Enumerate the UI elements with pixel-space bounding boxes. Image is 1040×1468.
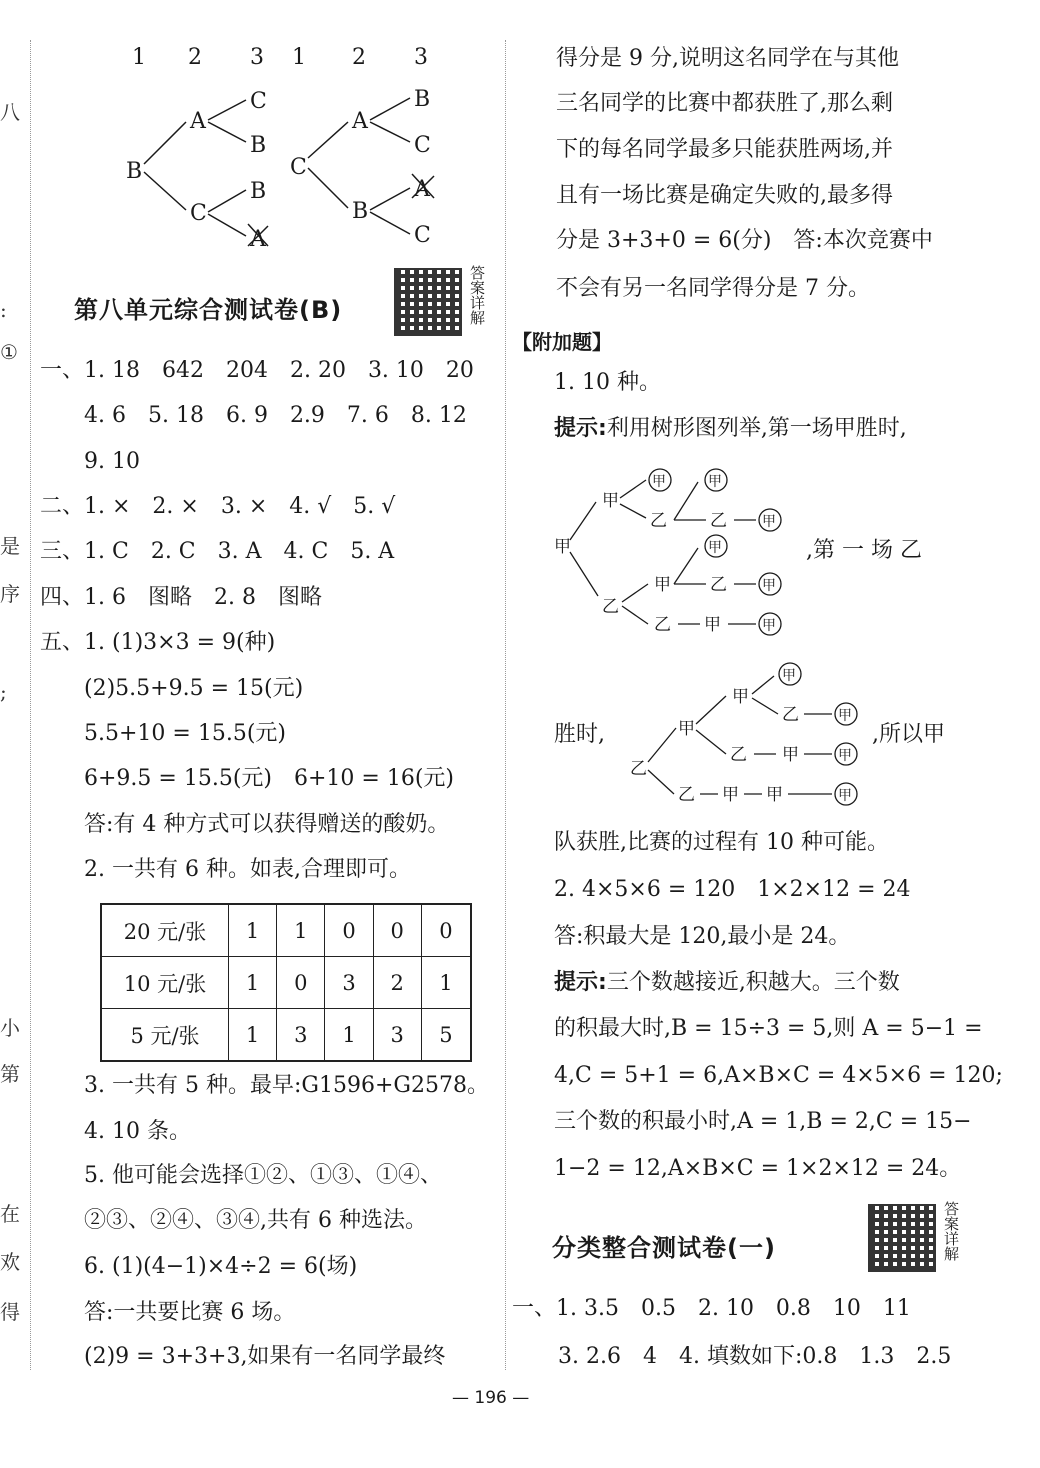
tree1-node-c: C [190, 201, 207, 226]
answer-line: 3. 一共有 5 种。最早:G1596+G2578。 [84, 1073, 489, 1098]
tree1-col-3: 3 [250, 45, 264, 70]
table-cell: 3 [373, 1009, 421, 1062]
table-cell: 0 [373, 904, 421, 957]
right-line: 且有一场比赛是确定失败的,最多得 [556, 183, 893, 208]
table-cell: 1 [325, 1009, 373, 1062]
edge-char: 得 [0, 1300, 20, 1324]
tree1-leaf-c: B [250, 133, 267, 158]
table-cell: 3 [325, 957, 373, 1009]
node-jia-circled: 甲 [782, 668, 796, 684]
node-yi: 乙 [710, 575, 727, 595]
qr-label: 答案详解 [944, 1200, 960, 1263]
table-cell: 1 [229, 904, 277, 957]
answer-line: 2. 一共有 6 种。如表,合理即可。 [84, 857, 411, 882]
edge-char: ; [0, 680, 7, 704]
right-line: 答:积最大是 120,最小是 24。 [554, 924, 851, 949]
right-line: ,所以甲 [872, 722, 945, 747]
tree2-col-2: 2 [352, 45, 366, 70]
node-jia-circled: 甲 [762, 618, 776, 634]
edge-char: 第 [0, 1062, 20, 1086]
right-line: 胜时, [554, 722, 605, 747]
edge-char: 小 [0, 1016, 20, 1040]
right-line: 1. 10 种。 [554, 370, 661, 395]
section-title-b: 第八单元综合测试卷(B) [74, 296, 343, 324]
right-line: 得分是 9 分,说明这名同学在与其他 [556, 46, 899, 71]
table-cell: 0 [277, 957, 325, 1009]
node-yi: 乙 [782, 705, 799, 725]
table-row [101, 1009, 471, 1062]
tree1-col-2: 2 [188, 45, 202, 70]
answer-line: 一、1. 18 642 204 2. 20 3. 10 20 [40, 358, 474, 383]
answer-line: 6+9.5 = 15.5(元) 6+10 = 16(元) [84, 766, 454, 791]
node-yi: 乙 [678, 785, 695, 805]
right-line: 队获胜,比赛的过程有 10 种可能。 [554, 830, 889, 855]
edge-char: 是 [0, 534, 20, 558]
node-jia-circled: 甲 [762, 578, 776, 594]
edge-char: 序 [0, 582, 20, 606]
node-jia: 甲 [602, 491, 619, 511]
tree1-leaf-a-crossed: A [250, 227, 266, 250]
node-jia: 甲 [678, 719, 695, 739]
table-cell: 5 元/张 [101, 1009, 229, 1062]
hint-text: 利用树形图列举,第一场甲胜时, [606, 416, 907, 441]
right-line: 分是 3+3+0 = 6(分) 答:本次竞赛中 [556, 228, 933, 253]
right-line: 三名同学的比赛中都获胜了,那么剩 [556, 91, 893, 116]
right-line: 下的每名同学最多只能获胜两场,并 [556, 137, 893, 162]
answer-line: ②③、②④、③④,共有 6 种选法。 [84, 1208, 427, 1233]
hint-label: 提示: [554, 416, 607, 441]
right-line: 1−2 = 12,A×B×C = 1×2×12 = 24。 [554, 1156, 962, 1181]
section-title-classify: 分类整合测试卷(一) [552, 1234, 776, 1262]
edge-char: 在 [0, 1202, 20, 1226]
tree-yi-first [626, 660, 866, 810]
edge-char: ① [0, 340, 18, 364]
right-line: 不会有另一名同学得分是 7 分。 [556, 276, 870, 301]
answer-line: 四、1. 6 图略 2. 8 图略 [40, 585, 322, 610]
tree1-col-1: 1 [132, 45, 146, 70]
answer-line: 五、1. (1)3×3 = 9(种) [40, 630, 276, 655]
node-yi: 乙 [710, 511, 727, 531]
table-cell: 10 元/张 [101, 957, 229, 1009]
tree1-root: B [126, 159, 143, 184]
answer-line: 5. 他可能会选择①②、①③、①④、 [84, 1163, 442, 1188]
answer-line: 答:一共要比赛 6 场。 [84, 1300, 296, 1325]
node-jia: 甲 [554, 537, 571, 557]
hint-text: 三个数越接近,积越大。三个数 [606, 970, 900, 995]
table-cell: 1 [229, 957, 277, 1009]
table-row [101, 957, 471, 1009]
tree1-node-a: A [190, 109, 206, 134]
table-cell: 0 [421, 904, 471, 957]
answer-line: (2)9 = 3+3+3,如果有一名同学最终 [84, 1344, 446, 1369]
answer-line: 5.5+10 = 15.5(元) [84, 721, 286, 746]
table-row [101, 904, 471, 957]
hint-line [554, 972, 900, 994]
tree2-col-1: 1 [292, 45, 306, 70]
node-jia-circled: 甲 [838, 788, 852, 804]
qr-code-icon[interactable] [394, 268, 462, 336]
right-line: 2. 4×5×6 = 120 1×2×12 = 24 [554, 877, 911, 902]
table-cell: 2 [373, 957, 421, 1009]
edge-char: 欢 [0, 1250, 20, 1274]
right-line: 3. 2.6 4 4. 填数如下:0.8 1.3 2.5 [558, 1344, 952, 1369]
node-yi: 乙 [630, 759, 647, 779]
answer-line: 6. (1)(4−1)×4÷2 = 6(场) [84, 1254, 358, 1279]
table-cell: 20 元/张 [101, 904, 229, 957]
node-jia-circled: 甲 [708, 540, 722, 556]
ticket-table [100, 903, 472, 1062]
node-jia: 甲 [782, 745, 799, 765]
node-jia-circled: 甲 [652, 474, 666, 490]
edge-char: 八 [0, 100, 20, 124]
tree1-leaf-b2: B [250, 179, 267, 204]
qr-code-icon[interactable] [868, 1204, 936, 1272]
tree1-leaf-b: C [250, 89, 267, 114]
answer-line: 9. 10 [84, 449, 140, 474]
right-line: 一、1. 3.5 0.5 2. 10 0.8 10 11 [512, 1296, 911, 1321]
node-jia-circled: 甲 [708, 474, 722, 490]
tree2-leaf-c: C [414, 133, 431, 158]
node-jia: 甲 [654, 575, 671, 595]
right-line: 三个数的积最小时,A = 1,B = 2,C = 15− [554, 1109, 972, 1134]
hint-label: 提示: [554, 970, 607, 995]
page-number: — 196 — [452, 1388, 530, 1408]
table-cell: 1 [421, 957, 471, 1009]
qr-label: 答案详解 [470, 264, 486, 327]
tree2-root: C [290, 155, 307, 180]
node-jia: 甲 [732, 687, 749, 707]
tree2-leaf-c2: C [414, 223, 431, 248]
node-yi: 乙 [730, 745, 747, 765]
table-cell: 1 [229, 1009, 277, 1062]
table-cell: 5 [421, 1009, 471, 1062]
tree2-node-b: B [352, 199, 369, 224]
hint-line [554, 418, 907, 440]
node-yi: 乙 [654, 615, 671, 635]
node-jia: 甲 [722, 785, 739, 805]
answer-line: (2)5.5+9.5 = 15(元) [84, 676, 304, 701]
answer-line: 答:有 4 种方式可以获得赠送的酸奶。 [84, 812, 450, 837]
table-cell: 3 [277, 1009, 325, 1062]
tree-jia-first [550, 460, 800, 642]
edge-char: : [0, 298, 7, 322]
tree2-node-a: A [352, 109, 368, 134]
right-line: ,第 一 场 乙 [806, 538, 922, 563]
answer-line: 4. 10 条。 [84, 1119, 191, 1144]
tree2-leaf-b: B [414, 87, 431, 112]
tree2-leaf-a-crossed: A [414, 177, 430, 202]
node-jia: 甲 [766, 785, 783, 805]
left-divider [30, 40, 31, 1370]
node-jia-circled: 甲 [838, 748, 852, 764]
right-line: 的积最大时,B = 15÷3 = 5,则 A = 5−1 = [554, 1016, 983, 1041]
node-jia-circled: 甲 [762, 514, 776, 530]
bonus-heading: 【附加题】 [512, 330, 612, 354]
node-jia-circled: 甲 [838, 708, 852, 724]
node-yi: 乙 [602, 597, 619, 617]
answer-line: 4. 6 5. 18 6. 9 2.9 7. 6 8. 12 [84, 403, 467, 428]
tree-diagrams [110, 40, 450, 250]
node-jia: 甲 [704, 615, 721, 635]
table-cell: 0 [325, 904, 373, 957]
answer-line: 三、1. C 2. C 3. A 4. C 5. A [40, 539, 395, 564]
column-divider [505, 40, 506, 1370]
node-yi: 乙 [650, 511, 667, 531]
tree2-col-3: 3 [414, 45, 428, 70]
answer-line: 二、1. × 2. × 3. × 4. √ 5. √ [40, 494, 396, 519]
table-cell: 1 [277, 904, 325, 957]
right-line: 4,C = 5+1 = 6,A×B×C = 4×5×6 = 120; [554, 1063, 1003, 1088]
